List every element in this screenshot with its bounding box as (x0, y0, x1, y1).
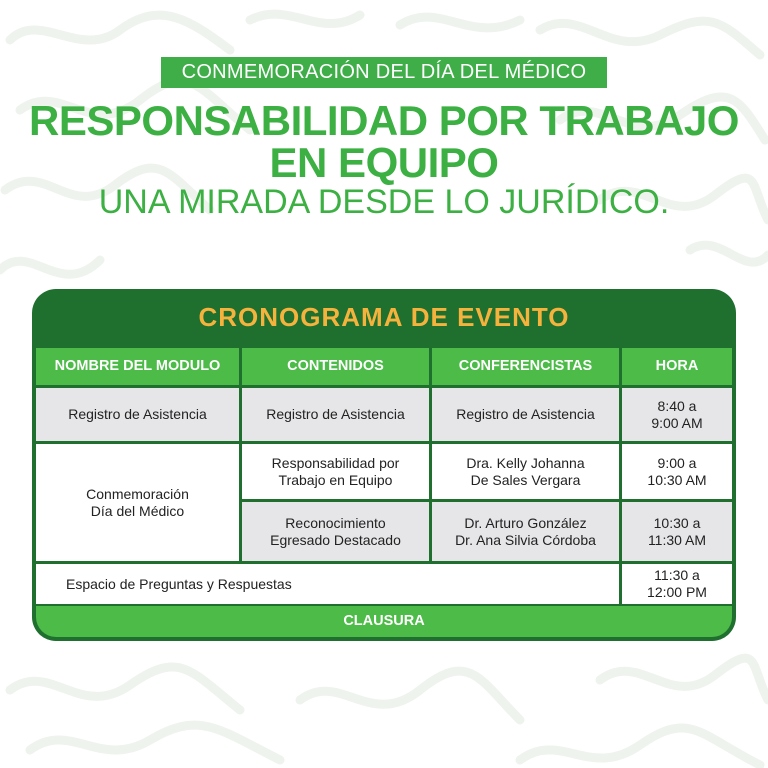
schedule-title: CRONOGRAMA DE EVENTO (198, 302, 570, 332)
poster-title-line2: EN EQUIPO (269, 139, 499, 186)
table-cell-conferencista: Dra. Kelly Johanna De Sales Vergara (432, 444, 619, 499)
column-header-conferencistas: CONFERENCISTAS (432, 348, 619, 385)
table-cell-modulo: Espacio de Preguntas y Respuestas (36, 564, 619, 604)
column-header-contenidos: CONTENIDOS (242, 348, 429, 385)
table-cell-conferencista: Dr. Arturo González Dr. Ana Silvia Córdoba (432, 502, 619, 561)
table-cell-modulo: Registro de Asistencia (36, 388, 239, 441)
event-eyebrow-label: CONMEMORACIÓN DEL DÍA DEL MÉDICO (161, 57, 607, 88)
table-cell-modulo: Conmemoración Día del Médico (36, 444, 239, 561)
table-cell-conferencista: Registro de Asistencia (432, 388, 619, 441)
table-cell-hora: 11:30 a 12:00 PM (622, 564, 732, 604)
table-cell-contenido: Reconocimiento Egresado Destacado (242, 502, 429, 561)
poster-title-line1: RESPONSABILIDAD POR TRABAJO (29, 97, 739, 144)
table-cell-hora: 8:40 a 9:00 AM (622, 388, 732, 441)
table-cell-contenido: Responsabilidad por Trabajo en Equipo (242, 444, 429, 499)
column-header-modulo: NOMBRE DEL MODULO (36, 348, 239, 385)
column-header-hora: HORA (622, 348, 732, 385)
table-cell-hora: 10:30 a 11:30 AM (622, 502, 732, 561)
table-cell-contenido: Registro de Asistencia (242, 388, 429, 441)
poster-subtitle: UNA MIRADA DESDE LO JURÍDICO. (98, 183, 670, 221)
schedule-card (32, 289, 736, 641)
table-cell-hora: 9:00 a 10:30 AM (622, 444, 732, 499)
poster-title (0, 97, 768, 186)
schedule-footer-clausura: CLAUSURA (36, 606, 732, 637)
